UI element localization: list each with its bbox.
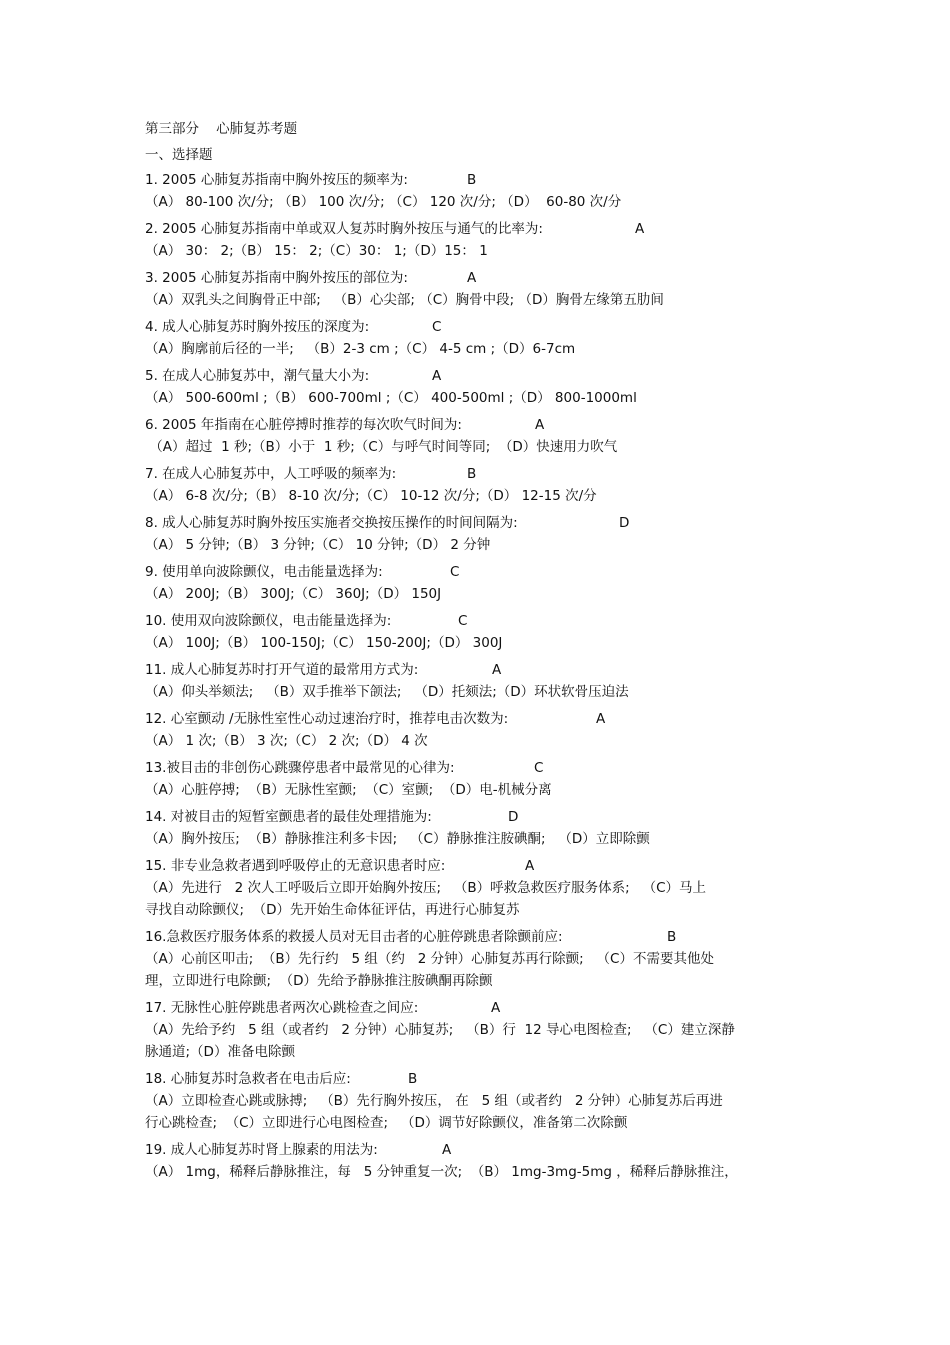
question-text: 14. 对被目击的短暂室颤患者的最佳处理措施为:: [145, 809, 432, 825]
answer-options: （A）先进行 2 次人工呼吸后立即开始胸外按压; （B）呼救急救医疗服务体系; （C）马上: [145, 880, 707, 896]
question-item: [145, 708, 810, 752]
question-text: 12. 心室颤动 /无脉性室性心动过速治疗时，推荐电击次数为:: [145, 711, 509, 727]
question-item: [145, 610, 810, 654]
answer-key: A: [596, 711, 606, 727]
question-item: [145, 463, 810, 507]
question-text: 1. 2005 心肺复苏指南中胸外按压的频率为:: [145, 172, 408, 188]
question-text: 19. 成人心肺复苏时肾上腺素的用法为:: [145, 1142, 378, 1158]
document-body: [145, 118, 810, 1183]
answer-options: （A）双乳头之间胸骨正中部; （B）心尖部; （C）胸骨中段; （D）胸骨左缘第五肋间: [145, 292, 664, 308]
section-heading: 一、选择题: [145, 147, 213, 163]
question-stem-row: [145, 365, 810, 387]
question-text: 9. 使用单向波除颤仪，电击能量选择为:: [145, 564, 383, 580]
answer-key: A: [535, 417, 545, 433]
question-text: 15. 非专业急救者遇到呼吸停止的无意识患者时应:: [145, 858, 446, 874]
answer-options: 寻找自动除颤仪; （D）先开始生命体征评估，再进行心肺复苏: [145, 902, 520, 918]
answer-key: B: [467, 466, 477, 482]
answer-options: （A） 80-100 次/分; （B） 100 次/分; （C） 120 次/分; （D） 60-80 次/分: [145, 194, 622, 210]
question-stem-row: [145, 169, 810, 191]
question-item: [145, 512, 810, 556]
question-item: [145, 561, 810, 605]
answer-key: B: [467, 172, 477, 188]
question-stem-row: [145, 512, 810, 534]
question-text: 17. 无脉性心脏停跳患者两次心跳检查之间应:: [145, 1000, 419, 1016]
question-stem-row: [145, 561, 810, 583]
answer-key: C: [450, 564, 460, 580]
question-stem-row: [145, 708, 810, 730]
answer-key: C: [534, 760, 544, 776]
answer-options: （A） 1 次;（B） 3 次;（C） 2 次;（D） 4 次: [145, 733, 428, 749]
answer-options: （A）超过 1 秒;（B）小于 1 秒;（C）与呼气时间等同; （D）快速用力吹气: [145, 439, 618, 455]
question-item: [145, 926, 810, 992]
question-text: 7. 在成人心肺复苏中，人工呼吸的频率为:: [145, 466, 397, 482]
question-text: 18. 心肺复苏时急救者在电击后应:: [145, 1071, 351, 1087]
question-item: [145, 169, 810, 213]
answer-options: （A）胸外按压; （B）静脉推注利多卡因; （C）静脉推注胺碘酮; （D）立即除颤: [145, 831, 650, 847]
question-stem-row: [145, 610, 810, 632]
question-list: [145, 169, 810, 1183]
answer-key: D: [619, 515, 630, 531]
question-text: 16.急救医疗服务体系的救援人员对无目击者的心脏停跳患者除颤前应:: [145, 929, 563, 945]
answer-key: A: [635, 221, 645, 237]
answer-key: A: [467, 270, 477, 286]
answer-options: （A） 5 分钟;（B） 3 分钟;（C） 10 分钟;（D） 2 分钟: [145, 537, 491, 553]
question-text: 13.被目击的非创伤心跳骤停患者中最常见的心律为:: [145, 760, 455, 776]
question-stem-row: [145, 855, 810, 877]
answer-options: （A）心脏停搏; （B）无脉性室颤; （C）室颤; （D）电-机械分离: [145, 782, 552, 798]
question-text: 3. 2005 心肺复苏指南中胸外按压的部位为:: [145, 270, 408, 286]
answer-options: 行心跳检查; （C）立即进行心电图检查; （D）调节好除颤仪，准备第二次除颤: [145, 1115, 628, 1131]
question-stem-row: [145, 267, 810, 289]
question-item: [145, 414, 810, 458]
answer-key: C: [432, 319, 442, 335]
answer-options: （A） 500-600ml ;（B） 600-700ml ;（C） 400-500ml ;（D） 800-1000ml: [145, 390, 637, 406]
question-item: [145, 218, 810, 262]
question-stem-row: [145, 463, 810, 485]
question-item: [145, 267, 810, 311]
answer-options: （A） 1mg，稀释后静脉推注，每 5 分钟重复一次; （B） 1mg-3mg-5mg ，稀释后静脉推注，: [145, 1164, 738, 1180]
answer-options: （A） 30： 2;（B） 15： 2;（C）30： 1;（D）15： 1: [145, 243, 488, 259]
answer-key: A: [432, 368, 442, 384]
question-stem-row: [145, 316, 810, 338]
answer-key: A: [492, 662, 502, 678]
question-item: [145, 1068, 810, 1134]
answer-key: B: [667, 929, 677, 945]
question-text: 4. 成人心肺复苏时胸外按压的深度为:: [145, 319, 370, 335]
answer-options: （A） 200J;（B） 300J;（C） 360J;（D） 150J: [145, 586, 442, 602]
question-item: [145, 316, 810, 360]
document-title: 第三部分 心肺复苏考题: [145, 121, 298, 137]
question-stem-row: [145, 926, 810, 948]
question-item: [145, 365, 810, 409]
question-stem-row: [145, 218, 810, 240]
answer-key: C: [458, 613, 468, 629]
question-item: [145, 659, 810, 703]
question-item: [145, 997, 810, 1063]
answer-options: （A） 100J;（B） 100-150J;（C） 150-200J;（D） 300J: [145, 635, 503, 651]
question-text: 11. 成人心肺复苏时打开气道的最常用方式为:: [145, 662, 419, 678]
question-stem-row: [145, 414, 810, 436]
answer-options: 理，立即进行电除颤; （D）先给予静脉推注胺碘酮再除颤: [145, 973, 493, 989]
answer-options: （A）立即检查心跳或脉搏; （B）先行胸外按压， 在 5 组（或者约 2 分钟）心肺复苏后再进: [145, 1093, 723, 1109]
question-text: 5. 在成人心肺复苏中，潮气量大小为:: [145, 368, 370, 384]
answer-key: B: [408, 1071, 418, 1087]
answer-options: （A） 6-8 次/分;（B） 8-10 次/分;（C） 10-12 次/分;（D） 12-15 次/分: [145, 488, 597, 504]
question-stem-row: [145, 1068, 810, 1090]
answer-options: （A）心前区叩击; （B）先行约 5 组（约 2 分钟）心肺复苏再行除颤; （C）不需要其他处: [145, 951, 714, 967]
answer-key: D: [508, 809, 519, 825]
answer-options: （A）仰头举颏法; （B）双手推举下颌法; （D）托颏法;（D）环状软骨压迫法: [145, 684, 629, 700]
question-text: 6. 2005 年指南在心脏停搏时推荐的每次吹气时间为:: [145, 417, 462, 433]
question-item: [145, 757, 810, 801]
answer-options: 脉通道;（D）准备电除颤: [145, 1044, 295, 1060]
question-stem-row: [145, 1139, 810, 1161]
answer-key: A: [442, 1142, 452, 1158]
question-stem-row: [145, 806, 810, 828]
question-item: [145, 855, 810, 921]
question-stem-row: [145, 757, 810, 779]
question-stem-row: [145, 659, 810, 681]
question-item: [145, 1139, 810, 1183]
answer-options: （A）先给予约 5 组（或者约 2 分钟）心肺复苏; （B）行 12 导心电图检查; （C）建立深静: [145, 1022, 735, 1038]
question-item: [145, 806, 810, 850]
question-text: 2. 2005 心肺复苏指南中单或双人复苏时胸外按压与通气的比率为:: [145, 221, 543, 237]
answer-key: A: [491, 1000, 501, 1016]
question-stem-row: [145, 997, 810, 1019]
question-text: 8. 成人心肺复苏时胸外按压实施者交换按压操作的时间间隔为:: [145, 515, 518, 531]
answer-options: （A）胸廓前后径的一半; （B）2-3 cm ;（C） 4-5 cm ;（D）6-7cm: [145, 341, 576, 357]
question-text: 10. 使用双向波除颤仪，电击能量选择为:: [145, 613, 392, 629]
answer-key: A: [525, 858, 535, 874]
